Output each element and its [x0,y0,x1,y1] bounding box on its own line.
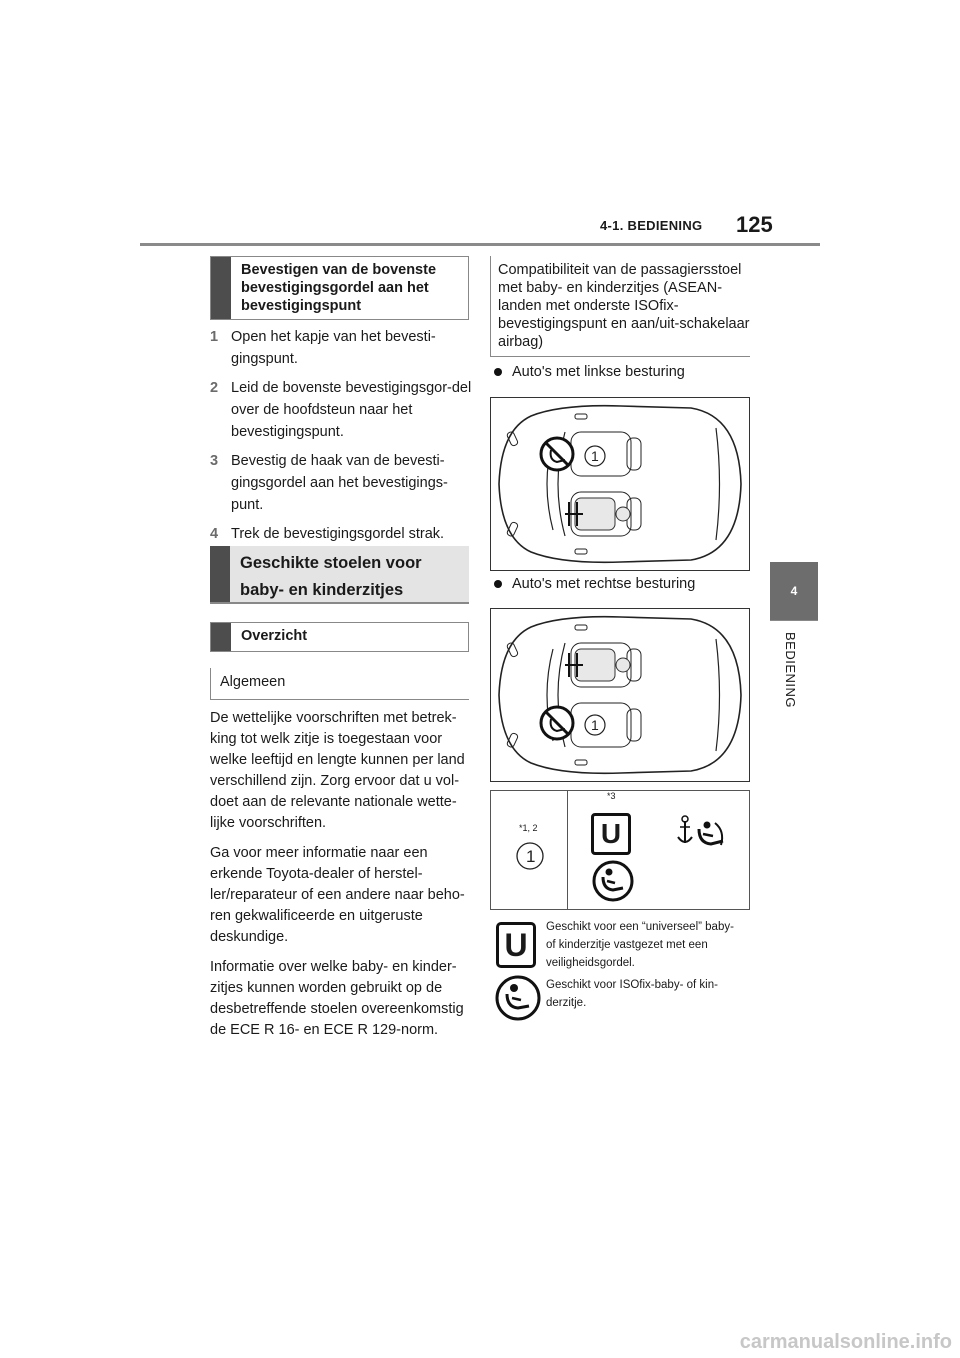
compat-table [490,790,750,910]
footnote-ref-right: *3 [607,791,616,801]
heading-top-tether-text: Bevestigen van de bovenste bevestigingsgordel aan het bevestigingspunt [241,262,437,314]
step-item [210,326,472,370]
bullet-dot [494,368,502,376]
header-rule [140,243,820,246]
step-text: Open het kapje van het bevesti-gingspunt. [231,329,436,367]
step-text: Trek de bevestigingsgordel strak. [231,526,445,542]
car-top-view-rhd [491,609,749,781]
bullet-dot [494,580,502,588]
car-top-view-lhd [491,398,749,570]
page-number: 125 [736,212,773,237]
seat-number-label: 1 [591,717,599,733]
heading-overview-text: Overzicht [241,628,308,644]
compat-heading: Compatibiliteit van de passagiersstoel met baby- en kinderzitjes (ASEAN-landen met onderste ISOfix-bevestigingspunt en aan/uit-schakelaar airbag) [490,256,750,357]
isofix-seat-icon [591,859,635,903]
step-item [210,377,472,443]
bullet-rhd-text: Auto's met rechtse besturing [512,576,696,592]
watermark: carmanualsonline.info [739,1331,952,1353]
step-item [210,450,472,516]
car-diagram-lhd [490,397,750,571]
bullet-lhd-text: Auto's met linkse besturing [512,364,685,380]
chapter-tab-label: BEDIENING [783,632,798,709]
heading-stripe [211,623,231,651]
steps-list [210,326,472,552]
isofix-seat-icon [494,974,542,1022]
anchor-isofix-seat-icon [675,813,729,853]
step-number: 1 [210,329,219,345]
section-heading-child-seats-text: Geschikte stoelen voor baby- en kinderzitjes [240,554,422,599]
legend-universal-text: Geschikt voor een “universeel” baby- of kinderzitje vastgezet met een veiligheidsgordel. [546,921,734,969]
seat-number-label: 1 [591,448,599,464]
body-text [210,708,472,1050]
universal-u-icon: U [591,813,631,855]
chapter-tab-number: 4 [770,562,818,620]
no-child-seat-icon [541,707,573,739]
bullet-rhd [494,576,695,592]
step-number: 3 [210,453,219,469]
universal-u-icon: U [496,922,536,968]
driver-figure [565,649,630,681]
heading-top-tether [210,256,469,320]
legend-isofix-text: Geschikt voor ISOfix-baby- of kin-derzitje. [546,979,718,1009]
bullet-lhd [494,364,685,380]
car-diagram-rhd [490,608,750,782]
heading-stripe [211,257,231,319]
driver-figure [565,498,630,530]
section-heading-child-seats [210,546,469,604]
heading-overview [210,622,469,652]
paragraph: De wettelijke voorschriften met betrek-king tot welk zitje is toegestaan voor welke leeftijd en lengte kunnen per land verschillend zijn. Zorg ervoor dat u vol-doet aan de relevante nationale wette-lijke voorschriften. [210,710,465,831]
subheading-general: Algemeen [210,668,469,700]
seat-number-circle [515,841,545,871]
step-number: 4 [210,526,219,542]
chapter-tab-divider [770,620,818,621]
footnote-ref-left: *1, 2 [519,823,538,833]
paragraph: Ga voor meer informatie naar een erkende Toyota-dealer of herstel-ler/reparateur of een andere naar beho-ren gekwalificeerde en uitgeruste deskundige. [210,845,465,945]
step-item [210,523,472,545]
step-text: Leid de bovenste bevestigingsgor-del over de hoofdsteun naar het bevestigingspunt. [231,380,472,440]
step-number: 2 [210,380,219,396]
step-text: Bevestig de haak van de bevesti-gingsgordel aan het bevestigings-punt. [231,453,448,513]
table-divider [567,791,568,909]
paragraph: Informatie over welke baby- en kinder-zitjes kunnen worden gebruikt op de desbetreffende stoelen overeenkomstig de ECE R 16- en ECE R 129-norm. [210,959,464,1038]
seat-number-label: 1 [526,847,536,866]
section-title: 4-1. BEDIENING [600,218,703,233]
heading-stripe [210,546,230,602]
no-child-seat-icon [541,438,573,470]
